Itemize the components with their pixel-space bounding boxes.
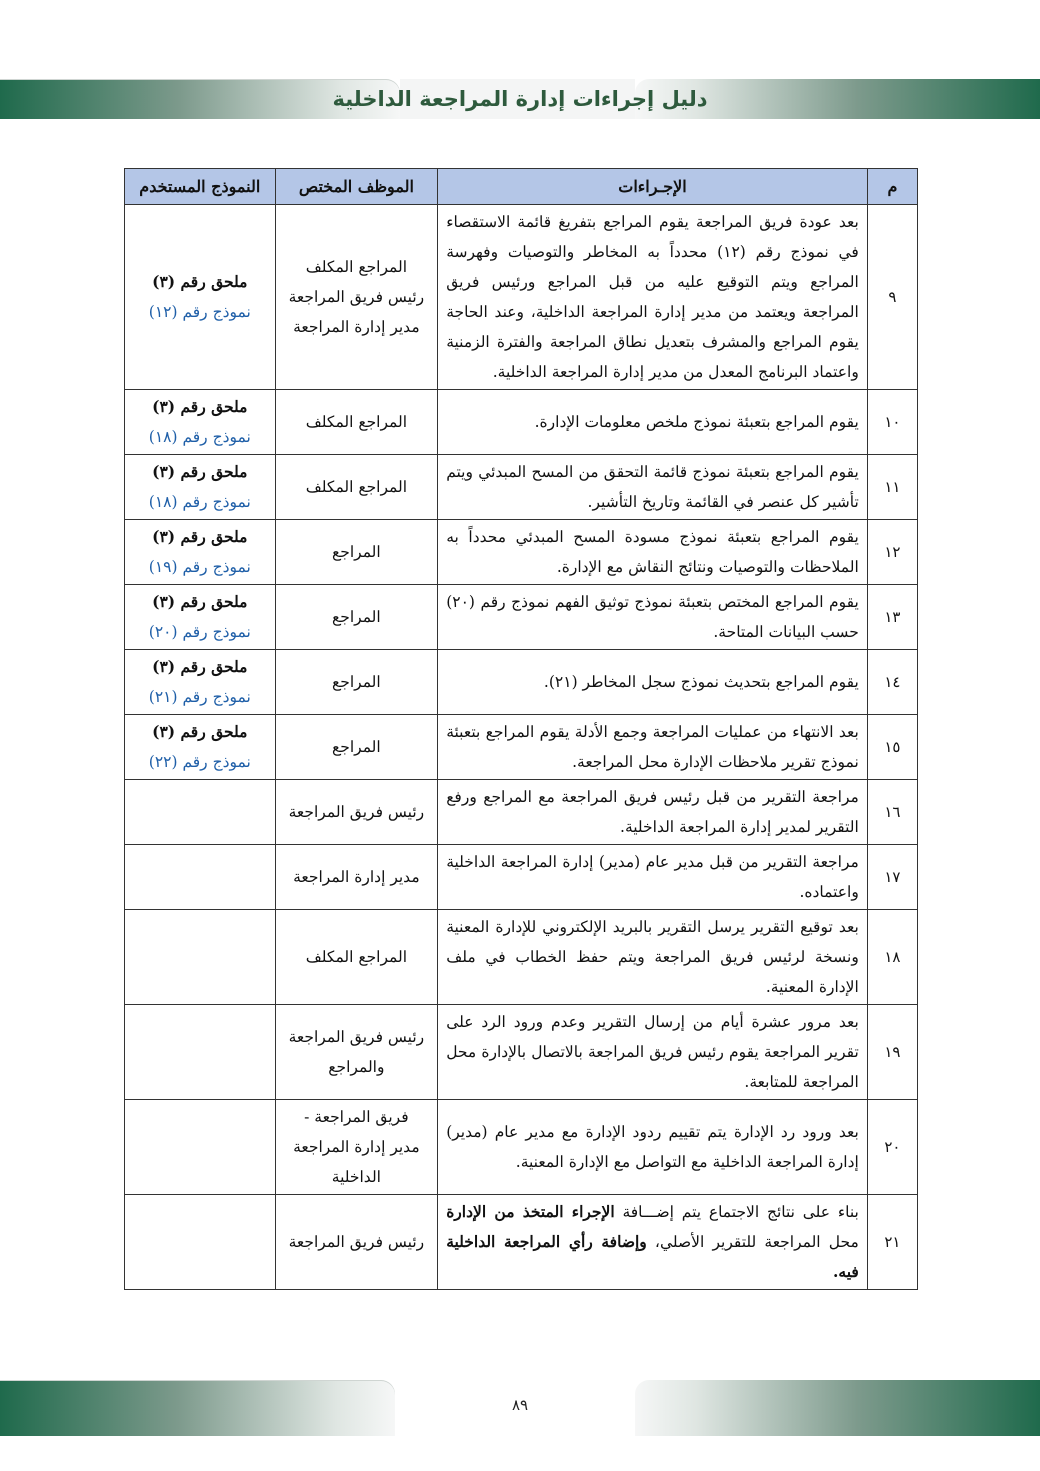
staff-line: المراجع: [332, 673, 381, 691]
form-used: [125, 780, 276, 845]
form-used: [125, 585, 276, 650]
table-header-row: [125, 169, 918, 205]
table-row: [125, 585, 918, 650]
row-number: ١٩: [867, 1005, 917, 1100]
procedure-text-part: محل المراجعة للتقرير الأصلي،: [646, 1233, 859, 1251]
model-reference-link[interactable]: نموذج رقم (١٨): [148, 428, 251, 446]
table-row: [125, 845, 918, 910]
column-header-number: م: [867, 169, 917, 205]
model-reference-link[interactable]: نموذج رقم (٢٢): [148, 753, 251, 771]
responsible-staff: [275, 650, 438, 715]
staff-line: الداخلية: [331, 1168, 381, 1186]
model-reference-link[interactable]: نموذج رقم (٢١): [148, 688, 251, 706]
model-reference-link[interactable]: نموذج رقم (١٩): [148, 558, 251, 576]
procedure-text: بعد ورود رد الإدارة يتم تقييم ردود الإدارة مع مدير عام (مدير) إدارة المراجعة الداخلية مع التواصل مع الإدارة المعنية.: [438, 1100, 868, 1195]
responsible-staff: [275, 585, 438, 650]
procedure-text-part: بناء على نتائج الاجتماع يتم إضـــافة: [614, 1203, 859, 1221]
form-used: [125, 390, 276, 455]
column-header-form: النموذج المستخدم: [125, 169, 276, 205]
responsible-staff: [275, 205, 438, 390]
annex-reference: ملحق رقم (٣): [152, 397, 248, 416]
row-number: ١١: [867, 455, 917, 520]
row-number: ١٢: [867, 520, 917, 585]
staff-line: المراجع: [332, 608, 381, 626]
staff-line: فريق المراجعة -: [304, 1108, 409, 1126]
responsible-staff: [275, 780, 438, 845]
procedure-text: بعد توقيع التقرير يرسل التقرير بالبريد الإلكتروني للإدارة المعنية ونسخة لرئيس فريق المراجعة ويتم حفظ الخطاب في ملف الإدارة المعنية.: [438, 910, 868, 1005]
row-number: ٢٠: [867, 1100, 917, 1195]
procedure-text: بعد عودة فريق المراجعة يقوم المراجع بتفريغ قائمة الاستقصاء في نموذج رقم (١٢) محدداً به المخاطر والتوصيات وفهرسة المراجع ويتم التوقيع عليه من قبل المراجع ورئيس فريق المراجعة ويعتمد من مدير إدارة المراجعة الداخلية، وعند الحاجة يقوم المراجع والمشرف بتعديل نطاق المراجعة والفترة الزمنية واعتماد البرنامج المعدل من مدير إدارة المراجعة الداخلية.: [438, 205, 868, 390]
table-row: [125, 205, 918, 390]
form-used: [125, 520, 276, 585]
row-number: ١٠: [867, 390, 917, 455]
responsible-staff: [275, 1195, 438, 1290]
staff-line: المراجع: [332, 738, 381, 756]
procedure-text-bold: وإضافة رأي المراجعة الداخلية فيه.: [446, 1232, 859, 1281]
responsible-staff: [275, 1005, 438, 1100]
row-number: ١٧: [867, 845, 917, 910]
table-row: [125, 1005, 918, 1100]
staff-line: المراجع المكلف: [305, 948, 408, 966]
form-used: [125, 1195, 276, 1290]
row-number: ٩: [867, 205, 917, 390]
staff-line: مدير إدارة المراجعة: [293, 318, 420, 336]
table-row: [125, 1195, 918, 1290]
row-number: ١٣: [867, 585, 917, 650]
procedure-text: مراجعة التقرير من قبل مدير عام (مدير) إدارة المراجعة الداخلية واعتماده.: [438, 845, 868, 910]
procedures-table: [124, 168, 918, 1290]
document-title: دليل إجراءات إدارة المراجعة الداخلية: [332, 87, 708, 111]
procedure-text: [438, 1195, 868, 1290]
staff-line: مدير إدارة المراجعة: [293, 868, 420, 886]
table-row: [125, 390, 918, 455]
table-row: [125, 715, 918, 780]
procedure-text: يقوم المراجع بتعبئة نموذج مسودة المسح المبدئي محدداً به الملاحظات والتوصيات ونتائج النقاش مع الإدارة.: [438, 520, 868, 585]
model-reference-link[interactable]: نموذج رقم (١٢): [148, 303, 251, 321]
model-reference-link[interactable]: نموذج رقم (٢٠): [148, 623, 251, 641]
form-used: [125, 715, 276, 780]
responsible-staff: [275, 845, 438, 910]
procedure-text: يقوم المراجع المختص بتعبئة نموذج توثيق الفهم نموذج رقم (٢٠) حسب البيانات المتاحة.: [438, 585, 868, 650]
responsible-staff: [275, 520, 438, 585]
staff-line: رئيس فريق المراجعة: [288, 803, 425, 821]
staff-line: المراجع المكلف: [305, 258, 408, 276]
staff-line: المراجع المكلف: [305, 413, 408, 431]
row-number: ١٤: [867, 650, 917, 715]
form-used: [125, 910, 276, 1005]
row-number: ١٥: [867, 715, 917, 780]
staff-line: والمراجع: [328, 1058, 385, 1076]
table-row: [125, 910, 918, 1005]
form-used: [125, 845, 276, 910]
form-used: [125, 455, 276, 520]
annex-reference: ملحق رقم (٣): [152, 462, 248, 481]
table-row: [125, 650, 918, 715]
table-row: [125, 455, 918, 520]
model-reference-link[interactable]: نموذج رقم (١٨): [148, 493, 251, 511]
procedure-text: بعد مرور عشرة أيام من إرسال التقرير وعدم ورود الرد على تقرير المراجعة يقوم رئيس فريق المراجعة بالاتصال بالإدارة محل المراجعة للمتابعة.: [438, 1005, 868, 1100]
responsible-staff: [275, 455, 438, 520]
column-header-staff: الموظف المختص: [275, 169, 438, 205]
form-used: [125, 205, 276, 390]
procedure-text: مراجعة التقرير من قبل رئيس فريق المراجعة مع المراجع ورفع التقرير لمدير إدارة المراجعة الداخلية.: [438, 780, 868, 845]
annex-reference: ملحق رقم (٣): [152, 657, 248, 676]
form-used: [125, 650, 276, 715]
responsible-staff: [275, 390, 438, 455]
procedure-text-bold: الإجراء المتخذ من الإدارة: [446, 1202, 615, 1221]
table-body: [125, 205, 918, 1290]
staff-line: المراجع المكلف: [305, 478, 408, 496]
procedure-text: يقوم المراجع بتعبئة نموذج قائمة التحقق من المسح المبدئي ويتم تأشير كل عنصر في القائمة وتاريخ التأشير.: [438, 455, 868, 520]
procedure-text: بعد الانتهاء من عمليات المراجعة وجمع الأدلة يقوم المراجع بتعبئة نموذج تقرير ملاحظات الإدارة محل المراجعة.: [438, 715, 868, 780]
staff-line: رئيس فريق المراجعة: [288, 288, 425, 306]
table-row: [125, 780, 918, 845]
row-number: ٢١: [867, 1195, 917, 1290]
annex-reference: ملحق رقم (٣): [152, 272, 248, 291]
page-number: ٨٩: [511, 1396, 529, 1414]
column-header-procedures: الإجـراءات: [438, 169, 868, 205]
responsible-staff: [275, 910, 438, 1005]
staff-line: رئيس فريق المراجعة: [288, 1028, 425, 1046]
procedure-text: يقوم المراجع بتعبئة نموذج ملخص معلومات الإدارة.: [438, 390, 868, 455]
annex-reference: ملحق رقم (٣): [152, 527, 248, 546]
responsible-staff: [275, 1100, 438, 1195]
table-row: [125, 1100, 918, 1195]
procedure-text: يقوم المراجع بتحديث نموذج سجل المخاطر (٢١).: [438, 650, 868, 715]
form-used: [125, 1100, 276, 1195]
row-number: ١٦: [867, 780, 917, 845]
responsible-staff: [275, 715, 438, 780]
annex-reference: ملحق رقم (٣): [152, 592, 248, 611]
staff-line: المراجع: [332, 543, 381, 561]
staff-line: مدير إدارة المراجعة: [293, 1138, 420, 1156]
table-row: [125, 520, 918, 585]
annex-reference: ملحق رقم (٣): [152, 722, 248, 741]
row-number: ١٨: [867, 910, 917, 1005]
form-used: [125, 1005, 276, 1100]
staff-line: رئيس فريق المراجعة: [288, 1233, 425, 1251]
